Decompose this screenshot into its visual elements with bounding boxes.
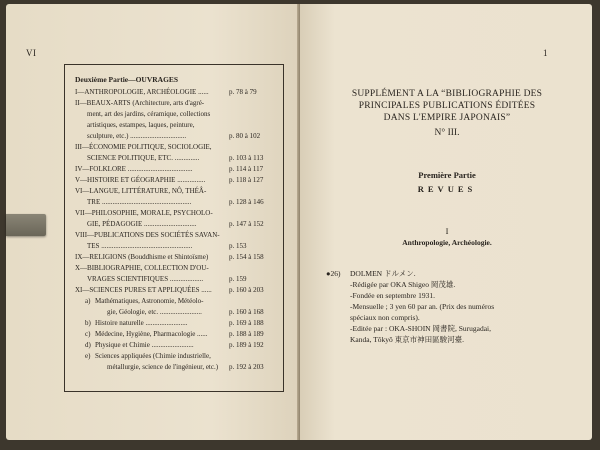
toc-entry-line: [75, 153, 275, 164]
toc-entry-text: [85, 318, 229, 329]
toc-entry-line: [75, 197, 275, 208]
toc-entry-line: [75, 340, 275, 351]
toc-entry-line: [75, 164, 275, 175]
toc-entry-text: [75, 263, 229, 274]
toc-entry-page: p. 114 à 117: [229, 165, 264, 173]
toc-entry-line: [75, 263, 275, 274]
toc-entry-line-text: XI—SCIENCES PURES ET APPLIQUÉES ......: [75, 286, 212, 294]
toc-entry-text: [75, 230, 229, 241]
toc-entry-text: [75, 285, 229, 296]
toc-entry-line-text: II—BEAUX-ARTS (Architecture, arts d'agré-: [75, 99, 205, 107]
toc-entry-page: [229, 296, 275, 307]
toc-entry-text: [75, 208, 229, 219]
toc-entry-page: p. 188 à 189: [229, 330, 264, 338]
toc-entry-line: [75, 175, 275, 186]
toc-entry-line-text: TRE ...................................................: [87, 198, 192, 206]
toc-entry-text: [85, 340, 229, 351]
toc-entry-text: [75, 164, 229, 175]
toc-subentry-label: d): [85, 341, 91, 349]
toc-entry-page: p. 78 à 79: [229, 88, 257, 96]
toc-entry-line-text: Mathématiques, Astronomie, Météolo-: [95, 297, 204, 305]
toc-entry-line-text: GIE, PÉDAGOGIE ..............................: [87, 220, 197, 228]
toc-entry-line: [75, 109, 275, 120]
toc-entry-line: [75, 219, 275, 230]
title-line: SUPPLÉMENT A LA “BIBLIOGRAPHIE DES: [351, 89, 543, 99]
toc-entry-line: [75, 208, 275, 219]
toc-entry-line-text: V—HISTOIRE ET GÉOGRAPHIE ................: [75, 176, 206, 184]
toc-entry-line-text: TES ....................................................: [87, 242, 193, 250]
toc-entry-line-text: Histoire naturelle ........................: [95, 319, 188, 327]
toc-entry-page: p. 160 à 168: [229, 308, 264, 316]
toc-entry-text: [75, 175, 229, 186]
toc-entry-text: [75, 109, 229, 120]
toc-entry-line-text: ment, art des jardins, céramique, collections: [87, 110, 211, 118]
bibliography-entry: [326, 268, 556, 345]
toc-entry-line: [75, 98, 275, 109]
entry-title: DOLMEN ドルメン.: [350, 269, 416, 278]
entry-line: -Mensuelle ; 3 yen 60 par an. (Prix des numéros: [350, 302, 495, 311]
toc-entry-page: [229, 120, 275, 131]
toc-entry-line-text: artistiques, estampes, laques, peinture,: [87, 121, 195, 129]
toc-entry-text: [75, 186, 229, 197]
left-page-number: VI: [26, 48, 37, 58]
toc-entry-line-text: III—ÉCONOMIE POLITIQUE, SOCIOLOGIE,: [75, 143, 212, 151]
part-title: REVUES: [417, 184, 477, 194]
toc-entry-text: [85, 362, 229, 373]
toc-entry-line: [75, 285, 275, 296]
toc-entry-line: [75, 230, 275, 241]
toc-entry-page: [229, 109, 275, 120]
toc-entry-line: [75, 186, 275, 197]
supplement-title: [338, 88, 556, 124]
toc-entry-page: p. 147 à 152: [229, 220, 264, 228]
right-page-number: 1: [543, 48, 548, 58]
toc-entry-line-text: Physique et Chimie ........................: [95, 341, 194, 349]
toc-entry-page: [229, 351, 275, 362]
toc-entry-page: [229, 263, 275, 274]
toc-entry-text: [75, 98, 229, 109]
toc-entry-text: [75, 219, 229, 230]
toc-entry-page: p. 169 à 188: [229, 319, 264, 327]
toc-entry-page: p. 80 à 102: [229, 132, 261, 140]
toc-entry-text: [75, 120, 229, 131]
toc-entry-line-text: VRAGES SCIENTIFIQUES ...................: [87, 275, 204, 283]
toc-entry-page: p. 192 à 203: [229, 363, 264, 371]
toc-rows: [75, 87, 275, 296]
toc-entry-text: [85, 351, 229, 362]
toc-entry-text: [85, 329, 229, 340]
toc-entry-page: [229, 142, 275, 153]
toc-entry-page: p. 159: [229, 275, 247, 283]
toc-entry-line: [75, 252, 275, 263]
section-number: I: [445, 226, 449, 236]
toc-entry-text: [75, 197, 229, 208]
entry-line: -Rédigée par OKA Shigeo 岡茂雄.: [350, 280, 456, 289]
toc-entry-line: [75, 351, 275, 362]
toc-entry-line-text: VII—PHILOSOPHIE, MORALE, PSYCHOLO-: [75, 209, 213, 217]
title-line: DANS L'EMPIRE JAPONAIS”: [383, 113, 511, 123]
toc-subrows: [75, 296, 275, 373]
entry-line: spéciaux non compris).: [350, 313, 420, 322]
toc-entry-line-text: X—BIBLIOGRAPHIE, COLLECTION D'OU-: [75, 264, 209, 272]
toc-subentry-label: e): [85, 352, 91, 360]
toc-entry-page: p. 153: [229, 242, 247, 250]
toc-entry-page: [229, 208, 275, 219]
toc-subentry-label: a): [85, 297, 91, 305]
toc-entry-text: [75, 274, 229, 285]
toc-entry-page: p. 189 à 192: [229, 341, 264, 349]
toc-entry-line: [75, 87, 275, 98]
table-of-contents: [64, 64, 284, 392]
toc-entry-line-text: IV—FOLKLORE .....................................: [75, 165, 193, 173]
toc-entry-text: [75, 131, 229, 142]
entry-line: -Fondée en septembre 1931.: [350, 291, 435, 300]
toc-entry-text: [75, 142, 229, 153]
part-heading: Deuxième Partie—OUVRAGES: [75, 75, 179, 84]
toc-entry-page: p. 118 à 127: [229, 176, 264, 184]
entry-title-line: [326, 268, 556, 279]
toc-entry-line-text: métallurgie, science de l'ingénieur, etc.): [107, 363, 219, 371]
toc-entry-line: [75, 307, 275, 318]
section-name: Anthropologie, Archéologie.: [402, 238, 492, 247]
toc-entry-page: [229, 230, 275, 241]
toc-entry-line-text: VIII—PUBLICATIONS DES SOCIÉTÉS SAVAN-: [75, 231, 220, 239]
toc-entry-line: [75, 362, 275, 373]
part-heading: Première Partie: [418, 170, 476, 180]
toc-entry-line-text: sculpture, etc.) ................................: [87, 132, 187, 140]
toc-entry-text: [85, 307, 229, 318]
toc-entry-page: p. 103 à 113: [229, 154, 264, 162]
title-line: PRINCIPALES PUBLICATIONS ÉDITÉES: [358, 101, 536, 111]
toc-entry-page: p. 128 à 146: [229, 198, 264, 206]
toc-entry-text: [85, 296, 229, 307]
issue-number: N° III.: [434, 128, 460, 138]
toc-entry-line-text: Sciences appliquées (Chimie industrielle,: [95, 352, 211, 360]
toc-entry-line: [75, 131, 275, 142]
toc-entry-text: [75, 252, 229, 263]
toc-entry-text: [75, 87, 229, 98]
bookmark-ribbon: [6, 214, 46, 236]
toc-entry-line: [75, 296, 275, 307]
toc-entry-page: p. 154 à 158: [229, 253, 264, 261]
toc-entry-line: [75, 241, 275, 252]
toc-entry-page: p. 160 à 203: [229, 286, 264, 294]
toc-entry-line: [75, 120, 275, 131]
entry-line: Kanda, Tôkyô 東京市神田區駿河臺.: [350, 335, 465, 344]
toc-subentry-label: c): [85, 330, 91, 338]
toc-entry-line-text: gie, Géologie, etc. ........................: [107, 308, 202, 316]
toc-entry-page: [229, 98, 275, 109]
toc-entry-line-text: IX—RELIGIONS (Bouddhisme et Shintoïsme): [75, 253, 209, 261]
left-page: [6, 4, 300, 440]
entry-number: ●26): [326, 269, 341, 278]
entry-line: -Editée par : OKA-SHOIN 岡書院, Surugadai,: [350, 324, 492, 333]
toc-entry-text: [75, 153, 229, 164]
toc-entry-line: [75, 318, 275, 329]
toc-entry-line: [75, 329, 275, 340]
right-page: [300, 4, 592, 440]
toc-entry-line-text: Médecine, Hygiène, Pharmacologie ......: [95, 330, 208, 338]
open-book: [6, 4, 594, 444]
toc-entry-line: [75, 142, 275, 153]
toc-entry-line: [75, 274, 275, 285]
toc-entry-text: [75, 241, 229, 252]
toc-entry-line-text: VI—LANGUE, LITTÉRATURE, NÔ, THÉÂ-: [75, 187, 207, 195]
toc-entry-page: [229, 186, 275, 197]
toc-entry-line-text: I—ANTHROPOLOGIE, ARCHÉOLOGIE ......: [75, 88, 209, 96]
toc-subentry-label: b): [85, 319, 91, 327]
toc-entry-line-text: SCIENCE POLITIQUE, ETC. ..............: [87, 154, 200, 162]
